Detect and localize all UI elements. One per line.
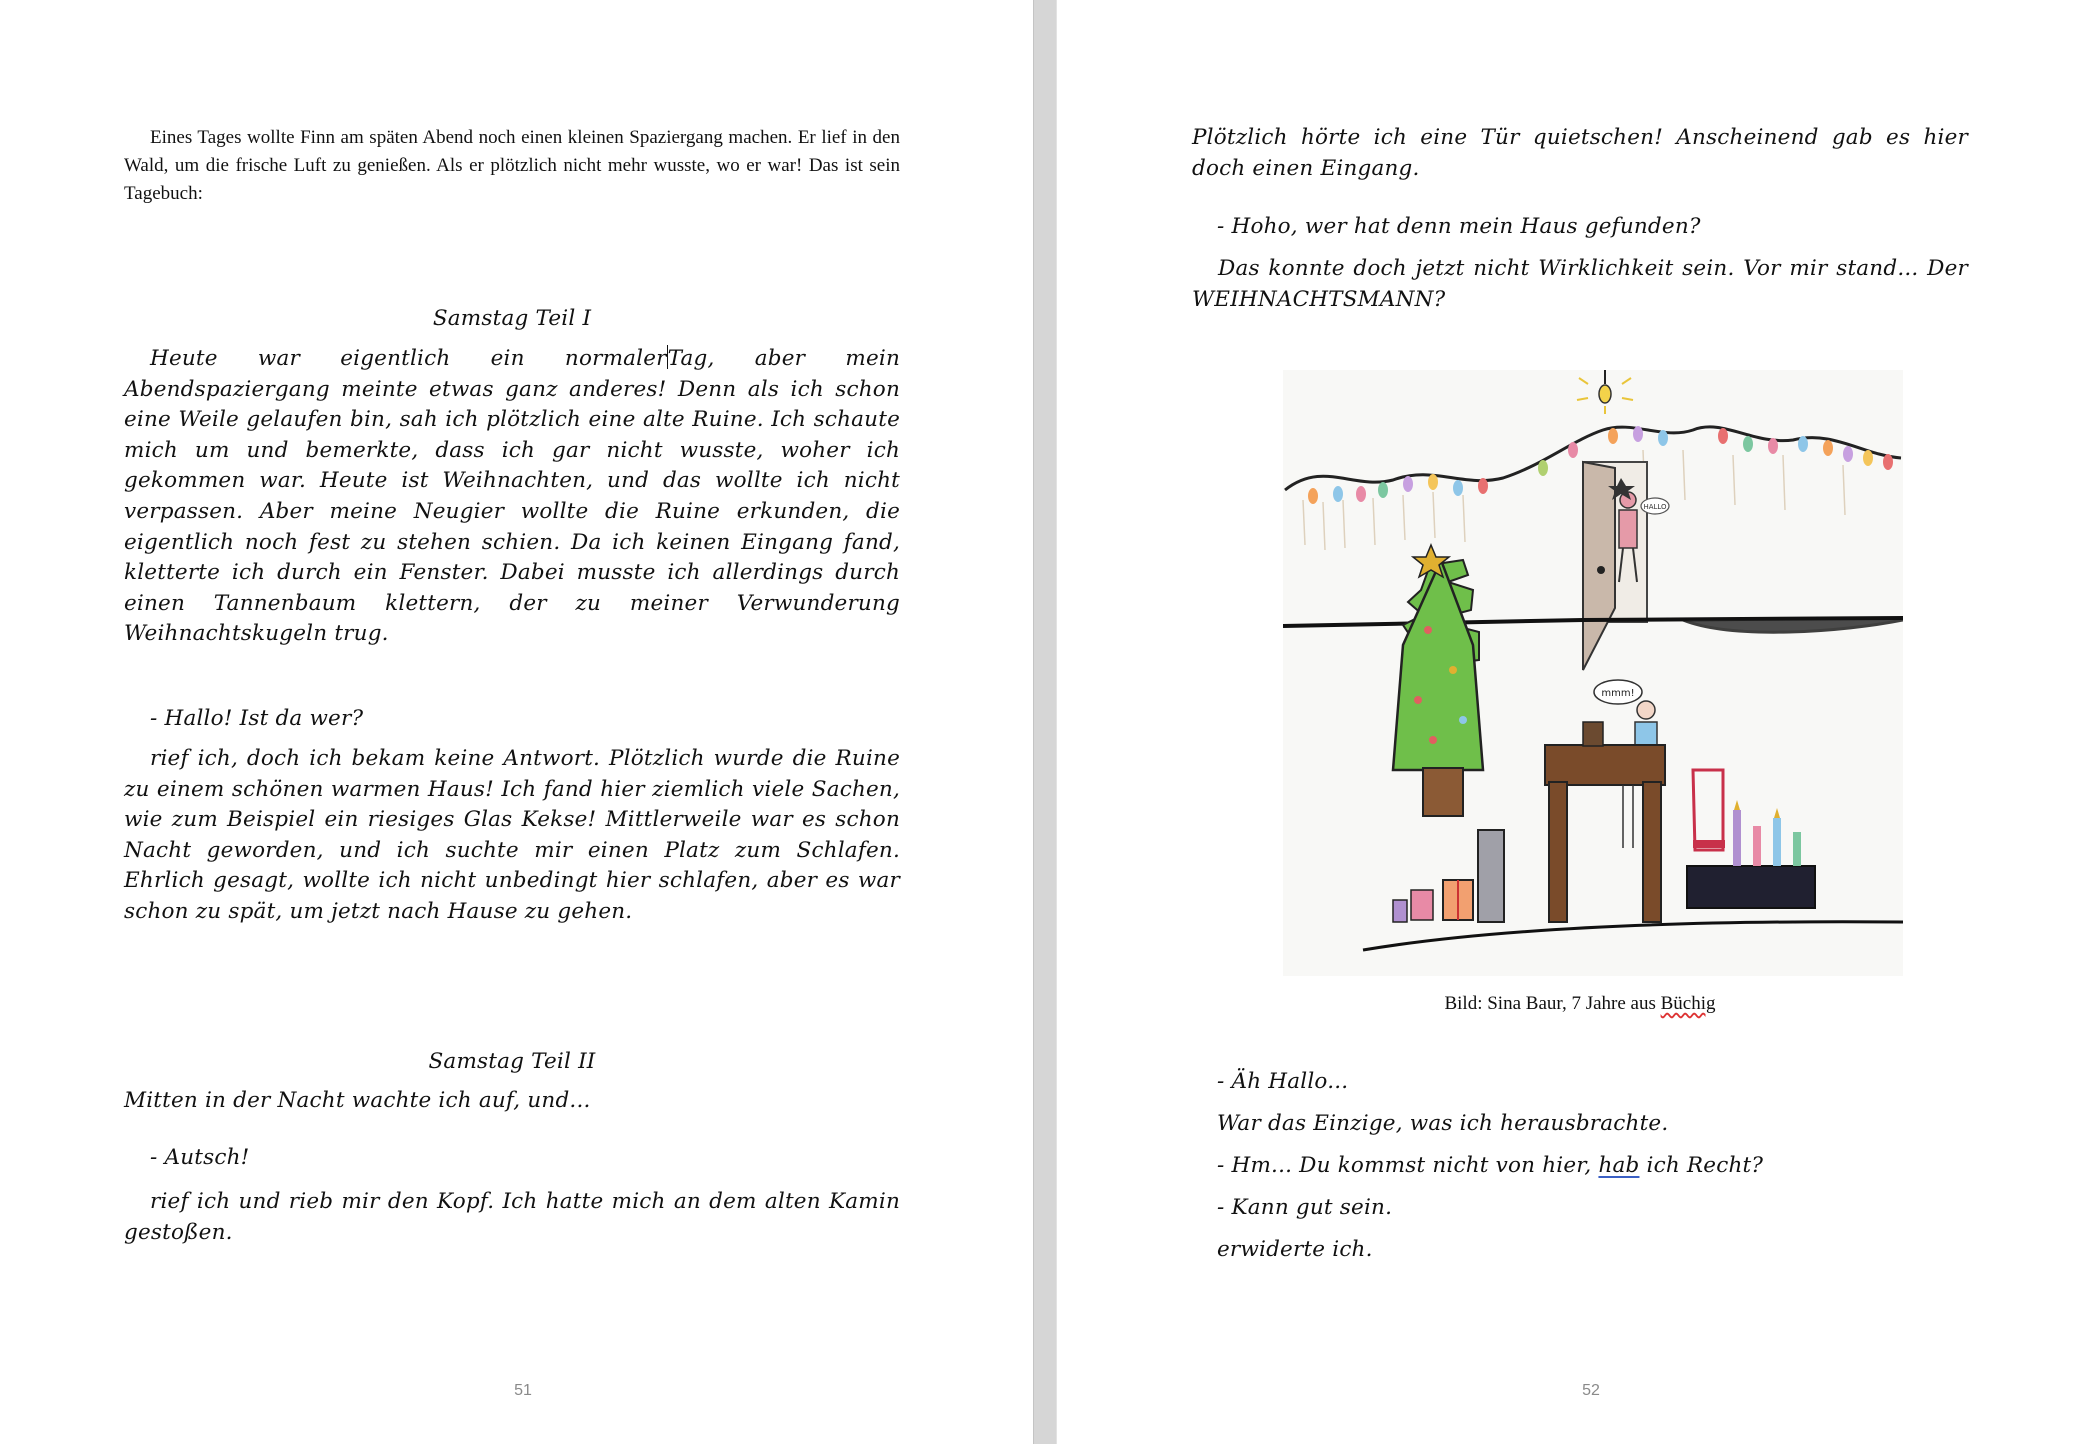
dialog-autsch[interactable]: - Autsch! [150, 1145, 250, 1170]
paragraph-weihnachtsmann[interactable]: Das konnte doch jetzt nicht Wirklichkeit sein. Vor mir stand... Der WEIHNACHTSMANN? [1192, 256, 1968, 312]
line-das-einzige[interactable]: War das Einzige, was ich herausbrachte. [1217, 1111, 1669, 1136]
christmas-drawing [1283, 370, 1903, 976]
paragraph-teil-1-rest: Tag, aber mein Abendspaziergang meinte etwas ganz anderes! Denn als ich schon eine Weile gelaufen bin, sah ich plötzlich eine alte Ruine. Ich schaute mich um und bemerkte, dass ich gar nicht wusste, woher ich gekommen war. Heute ist Weihnachten, und das wollte ich nicht verpassen. Aber meine Neugier wollte die Ruine erkunden, die eigentlich noch fest zu stehen schien. Da ich keinen Eingang fand, kletterte ich durch ein Fenster. Dabei musste ich allerdings durch einen Tannenbaum klettern, der zu meiner Verwunderung Weihnachtskugeln trug. [124, 346, 900, 647]
page-51 [0, 0, 1033, 1444]
dialog-hm-start: - Hm... Du kommst nicht von hier, [1217, 1153, 1599, 1178]
page-gutter [1033, 0, 1057, 1444]
child-drawing-figure[interactable] [1283, 370, 1903, 976]
dialog-hoho[interactable]: - Hoho, wer hat denn mein Haus gefunden? [1217, 214, 1701, 239]
paragraph-ruine[interactable]: rief ich, doch ich bekam keine Antwort. Plötzlich wurde die Ruine zu einem schönen warmen Haus! Ich fand hier ziemlich viele Sachen, wie zum Beispiel ein riesiges Glas Kekse! Mittlerweile war es schon Nacht geworden, und ich suchte mir einen Platz zum Schlafen. Ehrlich gesagt, wollte ich nicht unbedingt hier schlafen, aber es war schon zu spät, um jetzt nach Hause zu gehen. [124, 746, 900, 924]
dialog-hm-end: ich Recht? [1639, 1153, 1764, 1178]
dialog-hallo[interactable]: - Hallo! Ist da wer? [150, 706, 364, 731]
paragraph-kamin[interactable]: rief ich und rieb mir den Kopf. Ich hatte mich an dem alten Kamin gestoßen. [124, 1189, 900, 1245]
speech-bubble-mmm: mmm! [1601, 688, 1635, 699]
heading-samstag-teil-2: Samstag Teil II [428, 1049, 596, 1074]
dialog-aeh-hallo[interactable]: - Äh Hallo... [1217, 1069, 1349, 1094]
paragraph-tuer-quietschen[interactable]: Plötzlich hörte ich eine Tür quietschen! Anscheinend gab es hier doch einen Eingang. [1192, 125, 1968, 181]
paragraph-mitten-in-der-nacht[interactable]: Mitten in der Nacht wachte ich auf, und... [124, 1088, 591, 1113]
line-erwiderte[interactable]: erwiderte ich. [1217, 1237, 1373, 1262]
paragraph-teil-1[interactable] [124, 344, 900, 650]
grammar-flag-hab: hab [1598, 1153, 1640, 1178]
caption-place: Büchig [1660, 993, 1716, 1014]
paragraph-teil-1-start: Heute war eigentlich ein normaler [150, 346, 667, 371]
dialog-kann-gut-sein[interactable]: - Kann gut sein. [1217, 1195, 1393, 1220]
caption-text: Bild: Sina Baur, 7 Jahre aus [1444, 993, 1661, 1014]
page-number-51: 51 [514, 1382, 532, 1399]
figure-caption [1192, 990, 1968, 1018]
dialog-hm[interactable] [1217, 1150, 1967, 1181]
heading-samstag-teil-1: Samstag Teil I [432, 306, 592, 331]
speech-bubble-hallo: HALLO [1643, 503, 1667, 511]
intro-paragraph[interactable]: Eines Tages wollte Finn am späten Abend noch einen kleinen Spaziergang machen. Er lief in den Wald, um die frische Luft zu genießen. Als er plötzlich nicht mehr wusste, wo er war! Das ist sein Tagebuch: [124, 127, 900, 204]
page-number-52: 52 [1582, 1382, 1600, 1399]
